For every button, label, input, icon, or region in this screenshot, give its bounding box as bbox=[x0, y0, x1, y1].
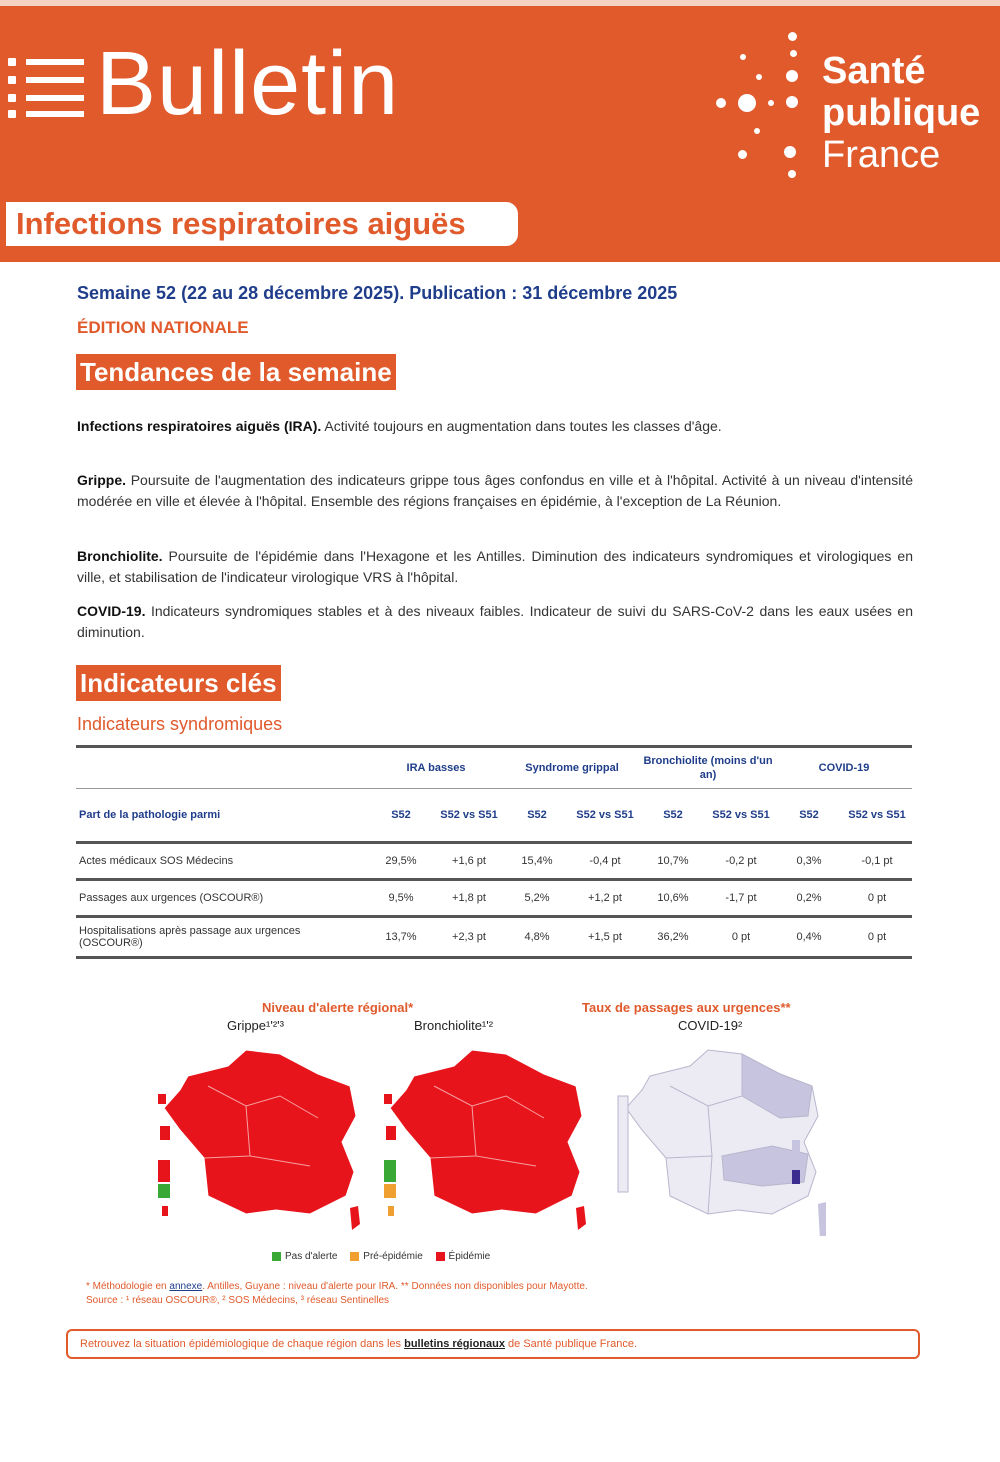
overseas-guadeloupe bbox=[384, 1094, 392, 1104]
trend-grippe bbox=[77, 470, 913, 512]
week-line: Semaine 52 (22 au 28 décembre 2025). Publication : 31 décembre 2025 bbox=[77, 283, 678, 303]
column-header: S52 bbox=[368, 789, 434, 843]
logo-line-2: publique bbox=[822, 92, 981, 134]
bulletin-title: Bulletin bbox=[96, 34, 400, 134]
box-text: Retrouvez la situation épidémiologique de chaque région dans les bbox=[80, 1338, 405, 1350]
rate-map-title: Taux de passages aux urgences** bbox=[582, 1000, 791, 1015]
overseas-reunion bbox=[384, 1184, 396, 1198]
legend-swatch-pre bbox=[350, 1252, 359, 1261]
row-label: Hospitalisations après passage aux urgences (OSCOUR®) bbox=[76, 917, 368, 958]
table-row bbox=[76, 843, 912, 880]
group-header: COVID-19 bbox=[776, 747, 912, 789]
overseas-guyane bbox=[158, 1160, 170, 1182]
legend-swatch-none bbox=[272, 1252, 281, 1261]
table-cell: +1,8 pt bbox=[434, 880, 504, 917]
trend-label: Grippe. bbox=[77, 472, 127, 488]
table-row bbox=[76, 917, 912, 958]
france-mainland bbox=[390, 1050, 582, 1214]
indicators-table bbox=[76, 745, 912, 959]
trend-text: Activité toujours en augmentation dans toutes les classes d'âge. bbox=[321, 418, 722, 434]
bronchiolite-alert-map bbox=[376, 1046, 596, 1236]
column-header: S52 vs S51 bbox=[706, 789, 776, 843]
box-text: de Santé publique France. bbox=[504, 1338, 638, 1350]
row-header: Part de la pathologie parmi bbox=[76, 789, 368, 843]
logo-line-1: Santé bbox=[822, 50, 926, 92]
covid-map-label: COVID-19² bbox=[678, 1018, 743, 1033]
footnote-sources: Source : ¹ réseau OSCOUR®, ² SOS Médecins, ³ réseau Sentinelles bbox=[86, 1295, 390, 1306]
edition-label: ÉDITION NATIONALE bbox=[77, 318, 249, 337]
table-cell: -0,2 pt bbox=[706, 843, 776, 880]
bronchiolite-map-label: Bronchiolite¹'² bbox=[414, 1018, 494, 1033]
key-indicators-heading: Indicateurs clés bbox=[76, 665, 281, 701]
overseas-1 bbox=[618, 1096, 628, 1192]
regional-bulletins-text bbox=[80, 1338, 637, 1350]
table-cell: 29,5% bbox=[368, 843, 434, 880]
trend-label: Bronchiolite. bbox=[77, 548, 163, 564]
regional-bulletins-link[interactable]: bulletins régionaux bbox=[404, 1338, 505, 1350]
corsica bbox=[576, 1206, 586, 1230]
legend-label: Pré-épidémie bbox=[363, 1251, 423, 1262]
alert-map-title: Niveau d'alerte régional* bbox=[262, 1000, 414, 1015]
france-mainland bbox=[164, 1050, 356, 1214]
flu-map-label: Grippe¹'²'³ bbox=[227, 1018, 284, 1033]
table-cell: +1,6 pt bbox=[434, 843, 504, 880]
topic-tab bbox=[0, 196, 528, 252]
table-row bbox=[76, 880, 912, 917]
trend-text: Poursuite de l'épidémie dans l'Hexagone et les Antilles. Diminution des indicateurs syndromiques et virologiques en ville, et stabilisation de l'indicateur virologique VRS à l'hôpital. bbox=[77, 548, 913, 585]
footnote-text: * Méthodologie en bbox=[86, 1281, 170, 1292]
trends-heading: Tendances de la semaine bbox=[76, 354, 396, 390]
legend-label: Épidémie bbox=[448, 1251, 491, 1262]
regional-bulletins-box bbox=[66, 1329, 920, 1359]
overseas-guyane bbox=[384, 1160, 396, 1182]
group-header: Syndrome grippal bbox=[504, 747, 640, 789]
syndromic-subtitle: Indicateurs syndromiques bbox=[77, 714, 283, 734]
row-label: Actes médicaux SOS Médecins bbox=[76, 843, 368, 880]
group-header: Bronchiolite (moins d'un an) bbox=[640, 747, 776, 789]
table-cell: +1,5 pt bbox=[570, 917, 640, 958]
column-header: S52 vs S51 bbox=[842, 789, 912, 843]
trend-ira bbox=[77, 416, 913, 437]
france-mainland bbox=[626, 1050, 818, 1214]
flu-alert-map bbox=[150, 1046, 370, 1236]
logo-wordmark bbox=[822, 50, 980, 176]
annex-link[interactable]: annexe bbox=[169, 1281, 203, 1292]
table-cell: 9,5% bbox=[368, 880, 434, 917]
table-cell: -0,1 pt bbox=[842, 843, 912, 880]
footnote-text: . Antilles, Guyane : niveau d'alerte pour IRA. ** Données non disponibles pour Mayotte. bbox=[202, 1281, 588, 1292]
table-cell: 13,7% bbox=[368, 917, 434, 958]
covid-rate-map bbox=[612, 1046, 832, 1236]
trend-label: COVID-19. bbox=[77, 603, 146, 619]
trend-text: Indicateurs syndromiques stables et à des niveaux faibles. Indicateur de suivi du SARS-CoV-2 dans les eaux usées en diminution. bbox=[77, 603, 913, 640]
table-cell: 10,6% bbox=[640, 880, 706, 917]
table-cell: -1,7 pt bbox=[706, 880, 776, 917]
overseas-reunion bbox=[158, 1184, 170, 1198]
logo-dots-icon bbox=[712, 32, 812, 182]
alert-legend bbox=[262, 1251, 490, 1262]
trend-covid bbox=[77, 601, 913, 643]
column-header: S52 bbox=[776, 789, 842, 843]
overseas-martinique bbox=[386, 1126, 396, 1140]
trend-label: Infections respiratoires aiguës (IRA). bbox=[77, 418, 322, 434]
topic-title: Infections respiratoires aiguës bbox=[16, 206, 466, 241]
overseas-martinique bbox=[160, 1126, 170, 1140]
table-cell: 4,8% bbox=[504, 917, 570, 958]
table-cell: 10,7% bbox=[640, 843, 706, 880]
bulletin-header bbox=[0, 6, 1000, 262]
table-cell: +1,2 pt bbox=[570, 880, 640, 917]
logo-line-3: France bbox=[822, 134, 941, 176]
table-cell: 0 pt bbox=[706, 917, 776, 958]
table-cell: 0 pt bbox=[842, 880, 912, 917]
legend-swatch-epidemic bbox=[436, 1252, 445, 1261]
map-footnote bbox=[86, 1280, 806, 1308]
table-cell: 15,4% bbox=[504, 843, 570, 880]
menu-list-icon bbox=[8, 58, 84, 118]
overseas-mayotte bbox=[388, 1206, 394, 1216]
table-cell: 0,2% bbox=[776, 880, 842, 917]
overseas-mayotte bbox=[162, 1206, 168, 1216]
table-cell: -0,4 pt bbox=[570, 843, 640, 880]
group-header: IRA basses bbox=[368, 747, 504, 789]
trend-bronchiolite bbox=[77, 546, 913, 588]
legend-label: Pas d'alerte bbox=[285, 1251, 338, 1262]
column-header: S52 vs S51 bbox=[434, 789, 504, 843]
column-header: S52 bbox=[640, 789, 706, 843]
column-header: S52 bbox=[504, 789, 570, 843]
corsica bbox=[818, 1202, 826, 1236]
table-cell: +2,3 pt bbox=[434, 917, 504, 958]
corsica bbox=[350, 1206, 360, 1230]
table-cell: 0,4% bbox=[776, 917, 842, 958]
table-cell: 5,2% bbox=[504, 880, 570, 917]
overseas-guadeloupe bbox=[158, 1094, 166, 1104]
table-cell: 36,2% bbox=[640, 917, 706, 958]
group-header-empty bbox=[76, 747, 368, 789]
table-cell: 0,3% bbox=[776, 843, 842, 880]
trend-text: Poursuite de l'augmentation des indicateurs grippe tous âges confondus en ville et à l'hôpital. Activité à un niveau d'intensité modérée en ville et élevée à l'hôpital. Ensemble des régions françaises en épidémie, à l'exception de La Réunion. bbox=[77, 472, 913, 509]
table-cell: 0 pt bbox=[842, 917, 912, 958]
column-header: S52 vs S51 bbox=[570, 789, 640, 843]
row-label: Passages aux urgences (OSCOUR®) bbox=[76, 880, 368, 917]
